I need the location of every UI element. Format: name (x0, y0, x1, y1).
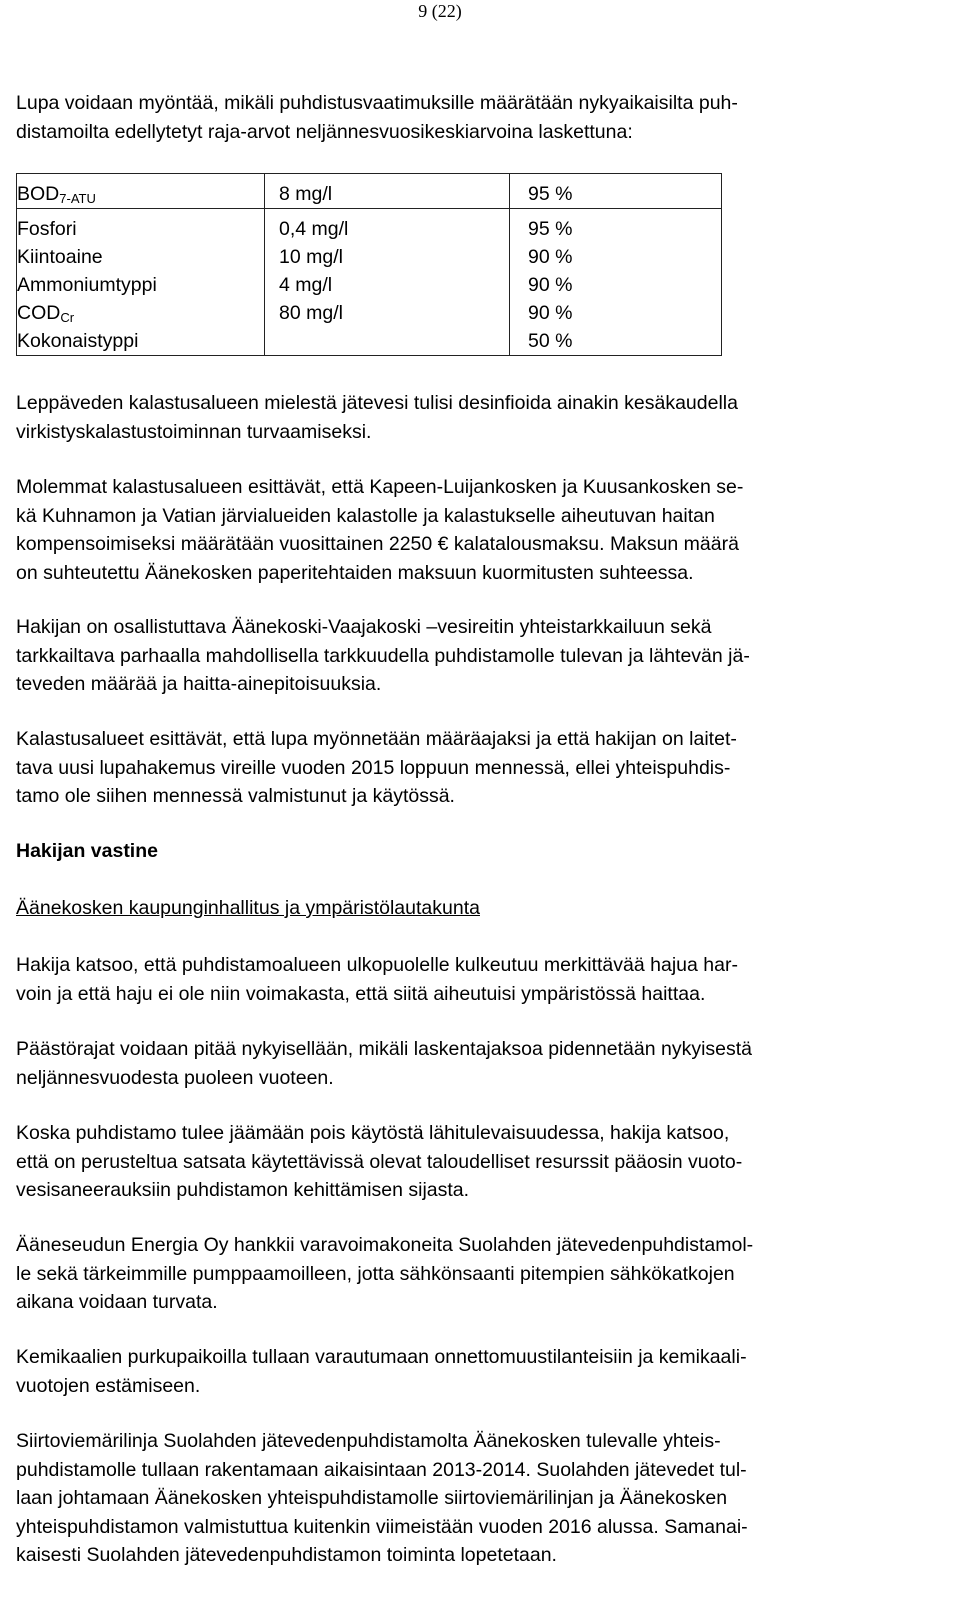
parameter-cell: Ammoniumtyppi (17, 274, 157, 296)
limits-table-row (17, 174, 722, 209)
reduction-cell: 95 % (528, 183, 573, 205)
text-line: tamo ole siihen mennessä valmistunut ja käytössä. (16, 785, 455, 807)
text-line: vesisaneerauksiin puhdistamon kehittämisen sijasta. (16, 1179, 470, 1201)
text-line: Hakija katsoo, että puhdistamoalueen ulkopuolelle kulkeutuu merkittävää hajua har- (16, 954, 738, 976)
text-line: teveden määrää ja haitta-ainepitoisuuksia. (16, 673, 382, 695)
text-line: on suhteutettu Äänekosken paperitehtaiden maksuun kuormitusten suhteessa. (16, 561, 694, 584)
limit-value-cell: 10 mg/l (265, 243, 510, 271)
text-line: yhteispuhdistamon valmistuttua kuitenkin viimeistään vuoden 2016 alussa. Samanai- (16, 1515, 748, 1538)
parameter-cell: $BOD_{7-ATU}$ (17, 183, 96, 206)
text-line: että on perusteltua satsata käytettävissä olevat taloudelliset resurssit pääosin vuoto- (16, 1150, 743, 1173)
text-line: distamoilta edellytetyt raja-arvot neljännesvuosikeskiarvoina laskettuna: (16, 120, 633, 143)
text-line: vuotojen estämiseen. (16, 1374, 201, 1397)
text-line: Koska puhdistamo tulee jäämään pois käytöstä lähitulevaisuudessa, hakija katsoo, (16, 1122, 730, 1144)
text-line: Kemikaalien purkupaikoilla tullaan varautumaan onnettomuustilanteisiin ja kemikaali- (16, 1346, 747, 1368)
text-line: voin ja että haju ei ole niin voimakasta, että siitä aiheutuisi ympäristössä haittaa. (16, 982, 706, 1005)
limits-table-row (17, 243, 722, 271)
text-line: neljännesvuodesta puoleen vuoteen. (16, 1066, 334, 1089)
paragraph-fixed-term (16, 725, 737, 811)
reduction-cell: 90 % (528, 274, 573, 296)
limit-value-cell (265, 327, 510, 356)
parameter-cell: $COD_{Cr}$ (17, 302, 75, 325)
paragraph-disinfection (16, 389, 738, 446)
page-number: 9 (22) (418, 1, 462, 21)
reduction-cell: 50 % (528, 330, 573, 352)
text-line: Hakijan on osallistuttava Äänekoski-Vaajakoski –vesireitin yhteistarkkailuun sekä (16, 616, 712, 638)
parameter-cell: Kiintoaine (17, 246, 103, 268)
limit-value-cell: 0,4 mg/l (265, 215, 510, 243)
text-line: Päästörajat voidaan pitää nykyisellään, mikäli laskentajaksoa pidennetään nykyisestä (16, 1038, 753, 1060)
reduction-cell: 95 % (528, 218, 573, 240)
paragraph-monitoring (16, 613, 750, 699)
limit-value-cell: 80 mg/l (265, 299, 510, 327)
limit-value-cell: 8 mg/l (265, 174, 510, 209)
heading-city-board: Äänekosken kaupunginhallitus ja ympäristölautakunta (16, 897, 480, 919)
paragraph-chemicals (16, 1343, 747, 1400)
text-line: le sekä tärkeimmille pumppaamoilleen, jotta sähkönsaanti pitempien sähkökatkojen (16, 1262, 735, 1285)
text-line: tava uusi lupahakemus vireille vuoden 2015 loppuun mennessä, ellei yhteispuhdis- (16, 756, 731, 779)
limit-value-cell: 4 mg/l (265, 271, 510, 299)
text-line: aikana voidaan turvata. (16, 1291, 218, 1313)
reduction-cell: 90 % (528, 302, 573, 324)
text-line: Molemmat kalastusalueen esittävät, että Kapeen-Luijankosken ja Kuusankosken se- (16, 476, 744, 498)
intro-paragraph (16, 89, 738, 146)
text-line: puhdistamolle tullaan rakentamaan aikaisintaan 2013-2014. Suolahden jätevedet tul- (16, 1458, 747, 1481)
paragraph-transfer-sewer (16, 1427, 748, 1570)
limits-table (16, 173, 722, 356)
text-line: Siirtoviemärilinja Suolahden jätevedenpuhdistamolta Äänekosken tulevalle yhteis- (16, 1430, 721, 1452)
paragraph-backup-power (16, 1231, 753, 1317)
text-line: kompensoimiseksi määrätään vuosittainen 2250 € kalatalousmaksu. Maksun määrä (16, 533, 739, 555)
text-line: Lupa voidaan myöntää, mikäli puhdistusvaatimuksille määrätään nykyaikaisilta puh- (16, 92, 738, 114)
limits-table-row (17, 327, 722, 356)
limits-table-row (17, 215, 722, 243)
text-line: tarkkailtava parhaalla mahdollisella tarkkuudella puhdistamolle tulevan ja lähtevän jä- (16, 644, 750, 667)
text-line: kä Kuhnamon ja Vatian järvialueiden kalastolle ja kalastukselle aiheutuvan haitan (16, 504, 715, 527)
paragraph-odour (16, 951, 738, 1008)
text-line: virkistyskalastustoiminnan turvaamiseksi. (16, 420, 372, 443)
text-line: Leppäveden kalastusalueen mielestä jätevesi tulisi desinfioida ainakin kesäkaudella (16, 392, 738, 414)
text-line: Ääneseudun Energia Oy hankkii varavoimakoneita Suolahden jätevedenpuhdistamol- (16, 1234, 754, 1256)
parameter-cell: Fosfori (17, 218, 77, 240)
limits-table-row (17, 299, 722, 327)
paragraph-emission-limits (16, 1035, 752, 1092)
text-line: laan johtamaan Äänekosken yhteispuhdistamolle siirtoviemärilinjan ja Äänekosken (16, 1487, 728, 1509)
text-line: Kalastusalueet esittävät, että lupa myönnetään määräajaksi ja että hakijan on laitet- (16, 728, 737, 750)
reduction-cell: 90 % (528, 246, 573, 268)
paragraph-resources (16, 1119, 742, 1205)
text-line: kaisesti Suolahden jätevedenpuhdistamon toiminta lopetetaan. (16, 1544, 557, 1566)
parameter-cell: Kokonaistyppi (17, 330, 139, 352)
paragraph-compensation (16, 473, 743, 587)
heading-applicant-response: Hakijan vastine (16, 840, 158, 862)
limits-table-row (17, 271, 722, 299)
